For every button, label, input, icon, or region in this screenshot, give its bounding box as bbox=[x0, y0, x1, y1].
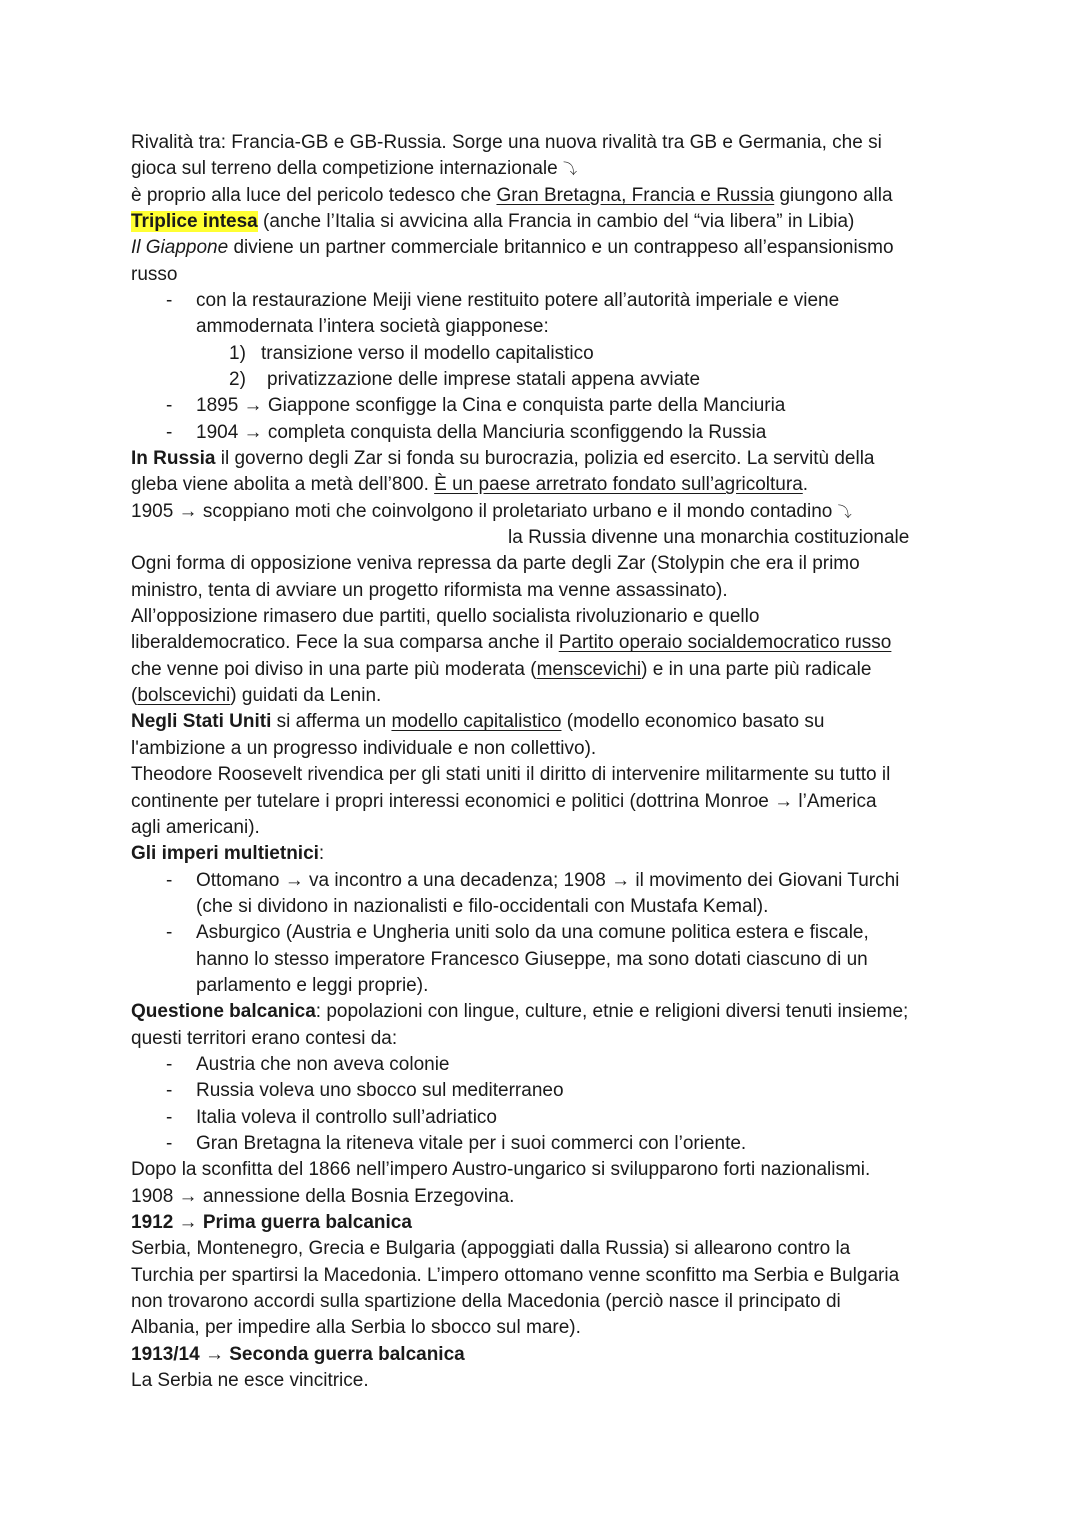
text: ammodernata l’intera società giapponese: bbox=[196, 316, 549, 338]
text-line bbox=[196, 314, 549, 340]
text: si afferma un bbox=[271, 711, 392, 733]
text: Theodore Roosevelt rivendica per gli stati uniti il diritto di intervenire militarmente su tutto il bbox=[131, 764, 891, 786]
text: La Serbia ne esce vincitrice. bbox=[131, 1369, 369, 1391]
text: russo bbox=[131, 263, 178, 285]
text: il governo degli Zar si fonda su burocrazia, polizia ed esercito. La servitù della bbox=[215, 448, 875, 470]
bullet-item bbox=[166, 1078, 564, 1104]
text-line bbox=[131, 578, 728, 604]
text: liberaldemocratico. Fece la sua comparsa anche il bbox=[131, 632, 559, 654]
text-line bbox=[131, 472, 808, 498]
section-heading bbox=[131, 1210, 412, 1236]
bold-term: Questione balcanica bbox=[131, 1001, 316, 1023]
text: agli americani). bbox=[131, 816, 260, 838]
text: l'ambizione a un progresso individuale e non collettivo). bbox=[131, 737, 597, 759]
highlighted-term: Triplice intesa bbox=[131, 211, 258, 233]
bullet-dash: - bbox=[166, 395, 173, 417]
text: la Russia divenne una monarchia costituzionale bbox=[508, 527, 910, 549]
text-line bbox=[131, 156, 577, 182]
text-line bbox=[131, 551, 860, 577]
text: : bbox=[318, 843, 325, 865]
text-line bbox=[131, 499, 852, 525]
text: Serbia, Montenegro, Grecia e Bulgaria (appoggiati dalla Russia) si allearono contro la bbox=[131, 1238, 851, 1260]
text: Ottomano → va incontro a una decadenza; 1908 → il movimento dei Giovani Turchi bbox=[196, 869, 900, 891]
text: hanno lo stesso imperatore Francesco Giuseppe, ma sono dotati ciascuno di un bbox=[196, 948, 868, 970]
text: Austria che non aveva colonie bbox=[196, 1053, 450, 1075]
text: Asburgico (Austria e Ungheria uniti solo da una comune politica estera e fiscale, bbox=[196, 922, 869, 944]
underlined-text: bolscevichi bbox=[137, 685, 231, 707]
bullet-dash: - bbox=[166, 290, 173, 312]
text-line bbox=[131, 1184, 514, 1210]
text-line bbox=[131, 1236, 850, 1262]
underlined-text: menscevichi bbox=[536, 658, 642, 680]
text-line bbox=[508, 525, 909, 551]
text: Albania, per impedire alla Serbia lo sbocco sul mare). bbox=[131, 1317, 581, 1339]
bullet-item bbox=[166, 1105, 497, 1131]
text: Dopo la sconfitta del 1866 nell’impero Austro-ungarico si svilupparono forti nazionalismi. bbox=[131, 1159, 871, 1181]
bullet-item bbox=[166, 1131, 747, 1157]
italic-term: Il Giappone bbox=[131, 237, 229, 259]
text: ministro, tenta di avviare un progetto riformista ma venne assassinato). bbox=[131, 579, 728, 601]
numbered-item bbox=[229, 341, 594, 367]
text-line bbox=[196, 947, 868, 973]
arrow-down-icon: ⤵ bbox=[837, 504, 852, 521]
text: Gran Bretagna la riteneva vitale per i suoi commerci con l’oriente. bbox=[196, 1132, 747, 1154]
text-line bbox=[131, 999, 908, 1025]
text-line bbox=[131, 789, 877, 815]
bullet-item bbox=[166, 1052, 450, 1078]
text-line bbox=[131, 841, 324, 867]
text: Turchia per spartirsi la Macedonia. L’impero ottomano venne sconfitto ma Serbia e Bulgaria bbox=[131, 1264, 900, 1286]
text-line bbox=[131, 262, 177, 288]
bold-term: Negli Stati Uniti bbox=[131, 711, 272, 733]
underlined-text: modello capitalistico bbox=[391, 711, 562, 733]
text: che venne poi diviso in una parte più moderata ( bbox=[131, 658, 537, 680]
text-line bbox=[131, 683, 381, 709]
bullet-dash: - bbox=[166, 1132, 173, 1154]
text: ) e in una parte più radicale bbox=[641, 658, 872, 680]
text: 1905 → scoppiano moti che coinvolgono il proletariato urbano e il mondo contadino bbox=[131, 500, 838, 522]
text-line bbox=[131, 657, 871, 683]
text: : popolazioni con lingue, culture, etnie e religioni diversi tenuti insieme; bbox=[315, 1001, 909, 1023]
text-line bbox=[131, 130, 882, 156]
text-line bbox=[131, 1315, 581, 1341]
bullet-item bbox=[166, 393, 786, 419]
bullet-dash: - bbox=[166, 1106, 173, 1128]
bullet-item bbox=[166, 868, 900, 894]
text-line bbox=[131, 709, 824, 735]
heading-text: 1913/14 → Seconda guerra balcanica bbox=[131, 1343, 465, 1365]
bullet-dash: - bbox=[166, 869, 173, 891]
text-line bbox=[131, 630, 891, 656]
item-number: 2) bbox=[229, 369, 246, 391]
text: diviene un partner commerciale britannico e un contrappeso all’espansionismo bbox=[228, 237, 894, 259]
text-line bbox=[131, 209, 854, 235]
text-line bbox=[131, 1026, 397, 1052]
text-line bbox=[131, 815, 260, 841]
text: Italia voleva il controllo sull’adriatico bbox=[196, 1106, 497, 1128]
item-number: 1) bbox=[229, 342, 246, 364]
text-line bbox=[131, 446, 875, 472]
text: Ogni forma di opposizione veniva repressa da parte degli Zar (Stolypin che era il primo bbox=[131, 553, 860, 575]
heading-text: 1912 → Prima guerra balcanica bbox=[131, 1211, 412, 1233]
text: gleba viene abolita a metà dell’800. bbox=[131, 474, 435, 496]
bullet-dash: - bbox=[166, 1053, 173, 1075]
text: Rivalità tra: Francia-GB e GB-Russia. Sorge una nuova rivalità tra GB e Germania, che si bbox=[131, 132, 882, 153]
text: parlamento e leggi proprie). bbox=[196, 974, 429, 996]
bullet-item bbox=[166, 420, 767, 446]
text: non trovarono accordi sulla spartizione della Macedonia (perciò nasce il principato di bbox=[131, 1290, 841, 1312]
bullet-dash: - bbox=[166, 1080, 173, 1102]
text-line bbox=[131, 1368, 369, 1394]
arrow-down-icon: ⤵ bbox=[562, 162, 577, 179]
text-line bbox=[131, 1263, 899, 1289]
text-line bbox=[131, 235, 894, 261]
text-line bbox=[131, 736, 596, 762]
text-line bbox=[131, 762, 890, 788]
text-line bbox=[196, 894, 768, 920]
underlined-text: Gran Bretagna, Francia e Russia bbox=[496, 184, 775, 206]
text: questi territori erano contesi da: bbox=[131, 1027, 398, 1049]
text: transizione verso il modello capitalistico bbox=[261, 342, 594, 364]
text: . bbox=[802, 474, 809, 496]
text: continente per tutelare i propri interessi economici e politici (dottrina Monroe → l’America bbox=[131, 790, 877, 812]
text: 1908 → annessione della Bosnia Erzegovina. bbox=[131, 1185, 515, 1207]
text: con la restaurazione Meiji viene restituito potere all’autorità imperiale e viene bbox=[196, 290, 840, 312]
text-line bbox=[131, 1157, 870, 1183]
text-line bbox=[131, 1289, 841, 1315]
text: 1895 → Giappone sconfigge la Cina e conquista parte della Manciuria bbox=[196, 395, 786, 417]
bold-term: In Russia bbox=[131, 448, 216, 470]
text: privatizzazione delle imprese statali appena avviate bbox=[267, 369, 701, 391]
text-line bbox=[131, 183, 893, 209]
text: Russia voleva uno sbocco sul mediterraneo bbox=[196, 1080, 564, 1102]
text: All’opposizione rimasero due partiti, quello socialista rivoluzionario e quello bbox=[131, 606, 760, 628]
text-line bbox=[196, 973, 428, 999]
text: ( bbox=[131, 685, 138, 707]
text: (modello economico basato su bbox=[561, 711, 825, 733]
numbered-item bbox=[229, 367, 701, 393]
underlined-text: Partito operaio socialdemocratico russo bbox=[558, 632, 892, 654]
text: ) guidati da Lenin. bbox=[230, 685, 382, 707]
text: giungono alla bbox=[774, 184, 893, 206]
underlined-text: È un paese arretrato fondato sull’agricoltura bbox=[434, 474, 803, 496]
text: 1904 → completa conquista della Manciuria sconfiggendo la Russia bbox=[196, 421, 767, 443]
text: (che si dividono in nazionalisti e filo-occidentali con Mustafa Kemal). bbox=[196, 895, 769, 917]
bullet-dash: - bbox=[166, 922, 173, 944]
section-heading bbox=[131, 1342, 465, 1368]
text: gioca sul terreno della competizione internazionale bbox=[131, 158, 563, 180]
text-line bbox=[131, 604, 759, 630]
bullet-item bbox=[166, 920, 869, 946]
bold-term: Gli imperi multietnici bbox=[131, 843, 319, 865]
text: è proprio alla luce del pericolo tedesco che bbox=[131, 184, 497, 206]
bullet-item bbox=[166, 288, 840, 314]
text: (anche l’Italia si avvicina alla Francia in cambio del “via libera” in Libia) bbox=[257, 211, 855, 233]
bullet-dash: - bbox=[166, 421, 173, 443]
